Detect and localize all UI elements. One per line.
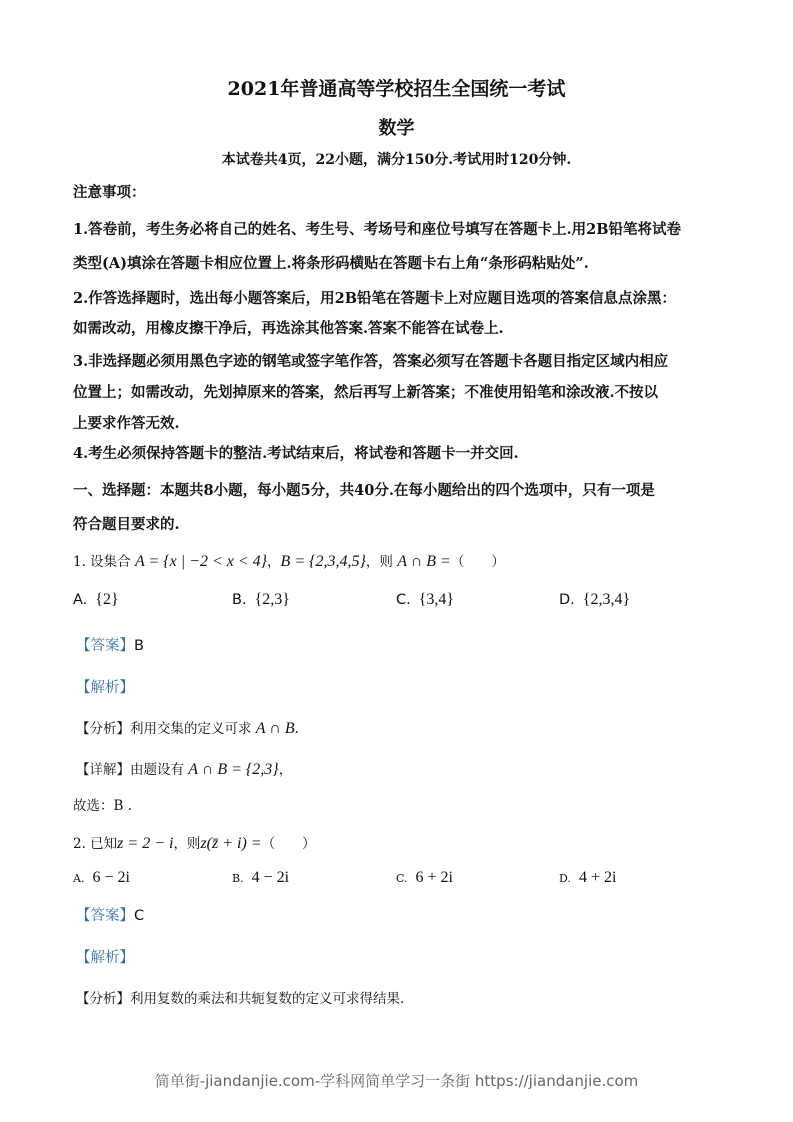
note-line: 类型(A)填涂在答题卡相应位置上.将条形码横贴在答题卡右上角“条形码粘贴处”.	[73, 255, 589, 272]
option-d: D. {2,3,4}	[559, 591, 631, 608]
section-heading: 符合题目要求的.	[73, 516, 180, 533]
option-d: D. 4 + 2i	[559, 869, 617, 886]
note-line: 位置上；如需改动，先划掉原来的答案，然后再写上新答案；不准使用铅笔和涂改液.不按以	[73, 384, 659, 401]
answer-1: 【答案】B	[76, 638, 144, 654]
question-2: 2. 已知z = 2 − i，则z(z̄ + i) =（ ）	[73, 835, 316, 852]
xiangjie-1: 【详解】由题设有 A ∩ B = {2,3}，	[76, 761, 293, 778]
note-line: 2.作答选择题时，选出每小题答案后，用2B铅笔在答题卡上对应题目选项的答案信息点涂黑：	[73, 290, 676, 307]
option-c: C. 6 + 2i	[396, 869, 453, 886]
note-line: 3.非选择题必须用黑色字迹的钢笔或签字笔作答，答案必须写在答题卡各题目指定区域内相应	[73, 353, 669, 370]
subject-title: 数学	[378, 118, 415, 139]
question-1: 1. 设集合 A = {x | −2 < x < 4}，B = {2,3,4,5}，则 A ∩ B =（ ）	[73, 553, 505, 570]
option-a: A. {2}	[73, 591, 119, 608]
option-a: A. 6 − 2i	[73, 869, 130, 886]
analysis-tag-2: 【解析】	[76, 950, 134, 966]
note-line: 1.答卷前，考生务必将自己的姓名、考生号、考场号和座位号填写在答题卡上.用2B铅笔将试卷	[73, 221, 682, 238]
note-line: 4.考生必须保持答题卡的整洁.考试结束后，将试卷和答题卡一并交回.	[73, 445, 519, 462]
option-c: C. {3,4}	[396, 591, 455, 608]
section-heading: 一、选择题：本题共8小题，每小题5分，共40分.在每小题给出的四个选项中，只有一项是	[73, 482, 655, 499]
analysis-tag-1: 【解析】	[76, 680, 134, 696]
notes-heading: 注意事项：	[73, 184, 146, 201]
exam-title: 2021年普通高等学校招生全国统一考试	[227, 78, 566, 100]
note-line: 如需改动，用橡皮擦干净后，再选涂其他答案.答案不能答在试卷上.	[73, 320, 504, 337]
answer-2: 【答案】C	[76, 908, 145, 924]
note-line: 上要求作答无效.	[73, 415, 180, 432]
conclusion-1: 故选：B .	[73, 798, 133, 814]
fenxi-1: 【分析】利用交集的定义可求 A ∩ B.	[76, 720, 299, 737]
option-b: B. {2,3}	[232, 591, 290, 608]
footer-watermark: 简单街-jiandanjie.com-学科网简单学习一条街 https://jiandanjie.com	[154, 1072, 639, 1090]
option-b: B. 4 − 2i	[232, 869, 290, 886]
exam-info: 本试卷共4页，22小题，满分150分.考试用时120分钟.	[221, 152, 572, 168]
fenxi-2: 【分析】利用复数的乘法和共轭复数的定义可求得结果.	[76, 991, 405, 1007]
